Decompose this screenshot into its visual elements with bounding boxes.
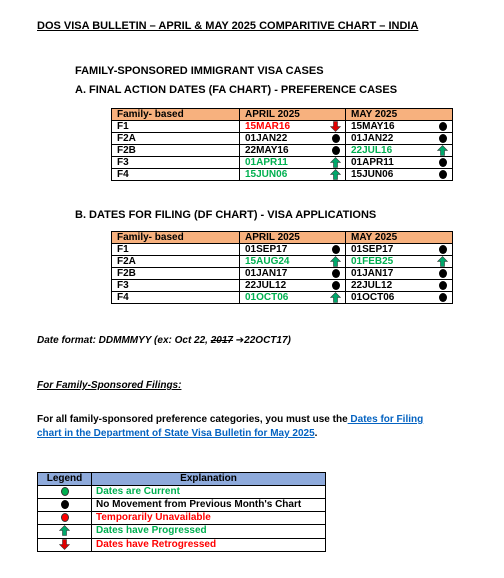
black-dot-icon — [437, 280, 448, 291]
legend-row — [38, 538, 326, 551]
april-date-value: 01JAN22 — [245, 133, 288, 144]
black-dot-icon — [437, 244, 448, 255]
up-arrow-icon — [59, 525, 71, 536]
table-row — [112, 268, 453, 280]
legend-symbol-cell — [38, 486, 92, 499]
header-may-2025: MAY 2025 — [346, 232, 453, 244]
header-april-2025: APRIL 2025 — [240, 232, 346, 244]
legend-symbol-cell — [38, 499, 92, 512]
legend-row — [38, 512, 326, 525]
df-chart-heading: B. DATES FOR FILING (DF CHART) - VISA APPLICATIONS — [75, 209, 377, 221]
april-date-value: 15MAR16 — [245, 121, 291, 132]
date-format-note — [37, 335, 291, 346]
up-arrow-icon — [437, 145, 448, 156]
explanation-header: Explanation — [92, 473, 326, 486]
april-date-value: 22JUL12 — [245, 280, 287, 291]
april-date-value: 22MAY16 — [245, 145, 289, 156]
legend-explanation: Dates have Progressed — [92, 525, 326, 538]
header-family-based: Family- based — [112, 109, 240, 121]
legend-row — [38, 486, 326, 499]
up-arrow-icon — [330, 292, 341, 303]
may-date-cell — [346, 133, 453, 145]
legend-header: Legend — [38, 473, 92, 486]
table-row — [112, 280, 453, 292]
red-dot-icon — [59, 512, 71, 523]
april-date-cell — [240, 280, 346, 292]
april-date-cell — [240, 169, 346, 181]
april-date-cell — [240, 244, 346, 256]
right-arrow-icon: ➔ — [235, 335, 245, 346]
black-dot-icon — [330, 268, 341, 279]
legend-header-row — [38, 473, 326, 486]
april-date-value: 15AUG24 — [245, 256, 290, 267]
category-cell: F2A — [112, 133, 240, 145]
table-row — [112, 157, 453, 169]
black-dot-icon — [59, 499, 71, 510]
category-cell: F1 — [112, 244, 240, 256]
filings-heading: For Family-Sponsored Filings: — [37, 380, 182, 391]
april-date-value: 01OCT06 — [245, 292, 289, 303]
may-date-value: 01APR11 — [351, 157, 394, 168]
legend-explanation: No Movement from Previous Month's Chart — [92, 499, 326, 512]
table-row — [112, 169, 453, 181]
april-date-cell — [240, 268, 346, 280]
section-heading: FAMILY-SPONSORED IMMIGRANT VISA CASES — [75, 65, 324, 77]
may-date-value: 01OCT06 — [351, 292, 395, 303]
filings-paragraph-line1 — [37, 414, 423, 425]
may-date-cell — [346, 292, 453, 304]
header-family-based: Family- based — [112, 232, 240, 244]
legend-symbol-cell — [38, 538, 92, 551]
black-dot-icon — [330, 244, 341, 255]
filings-text: For all family-sponsored preference categories, you must use the — [37, 414, 348, 425]
april-date-value: 01JAN17 — [245, 268, 288, 279]
may-date-value: 22JUL16 — [351, 145, 393, 156]
black-dot-icon — [437, 169, 448, 180]
black-dot-icon — [437, 133, 448, 144]
legend-row — [38, 499, 326, 512]
down-arrow-icon — [330, 121, 341, 132]
table-row — [112, 244, 453, 256]
category-cell: F2B — [112, 145, 240, 157]
dates-for-filing-link[interactable]: Dates for Filing — [347, 414, 424, 425]
legend-explanation: Temporarily Unavailable — [92, 512, 326, 525]
table-row — [112, 256, 453, 268]
may-date-cell — [346, 280, 453, 292]
legend-table — [37, 472, 326, 552]
april-date-value: 15JUN06 — [245, 169, 288, 180]
legend-row — [38, 525, 326, 538]
category-cell: F1 — [112, 121, 240, 133]
filings-period: . — [314, 428, 318, 439]
black-dot-icon — [437, 268, 448, 279]
category-cell: F3 — [112, 280, 240, 292]
may-date-cell — [346, 268, 453, 280]
april-date-cell — [240, 292, 346, 304]
table-row — [112, 133, 453, 145]
date-format-struck-year: 2017 — [210, 335, 233, 346]
may-date-cell — [346, 244, 453, 256]
black-dot-icon — [437, 121, 448, 132]
black-dot-icon — [330, 133, 341, 144]
legend-explanation: Dates have Retrogressed — [92, 538, 326, 551]
category-cell: F4 — [112, 292, 240, 304]
april-date-cell — [240, 121, 346, 133]
may-date-value: 01SEP17 — [351, 244, 394, 255]
header-april-2025: APRIL 2025 — [240, 109, 346, 121]
may-date-value: 22JUL12 — [351, 280, 393, 291]
black-dot-icon — [437, 292, 448, 303]
table-header-row — [112, 109, 453, 121]
legend-symbol-cell — [38, 512, 92, 525]
legend-symbol-cell — [38, 525, 92, 538]
down-arrow-icon — [59, 539, 71, 550]
legend-explanation: Dates are Current — [92, 486, 326, 499]
category-cell: F2A — [112, 256, 240, 268]
black-dot-icon — [330, 145, 341, 156]
may-date-value: 15MAY16 — [351, 121, 395, 132]
fa-chart-heading: A. FINAL ACTION DATES (FA CHART) - PREFERENCE CASES — [75, 84, 398, 96]
header-may-2025: MAY 2025 — [346, 109, 453, 121]
table-row — [112, 145, 453, 157]
green-dot-icon — [59, 486, 71, 497]
dates-for-filing-table — [111, 231, 453, 304]
category-cell: F3 — [112, 157, 240, 169]
may-date-cell — [346, 256, 453, 268]
up-arrow-icon — [330, 256, 341, 267]
black-dot-icon — [437, 157, 448, 168]
date-format-result: 22OCT17) — [244, 335, 291, 346]
april-date-value: 01APR11 — [245, 157, 288, 168]
may-date-value: 01FEB25 — [351, 256, 394, 267]
may-date-value: 15JUN06 — [351, 169, 394, 180]
table-row — [112, 121, 453, 133]
table-header-row — [112, 232, 453, 244]
may-date-cell — [346, 145, 453, 157]
april-date-cell — [240, 133, 346, 145]
may-date-value: 01JAN22 — [351, 133, 394, 144]
document-title: DOS VISA BULLETIN – APRIL & MAY 2025 COMPARITIVE CHART – INDIA — [37, 20, 419, 32]
up-arrow-icon — [330, 157, 341, 168]
final-action-dates-table — [111, 108, 453, 181]
up-arrow-icon — [330, 169, 341, 180]
table-row — [112, 292, 453, 304]
filings-paragraph-line2 — [37, 428, 317, 439]
may-date-value: 01JAN17 — [351, 268, 394, 279]
black-dot-icon — [330, 280, 341, 291]
dates-for-filing-link-cont[interactable]: chart in the Department of State Visa Bulletin for May 2025 — [37, 428, 315, 439]
april-date-cell — [240, 145, 346, 157]
may-date-cell — [346, 157, 453, 169]
up-arrow-icon — [437, 256, 448, 267]
date-format-prefix: Date format: DDMMMYY (ex: Oct 22, — [37, 335, 211, 346]
april-date-cell — [240, 157, 346, 169]
april-date-cell — [240, 256, 346, 268]
april-date-value: 01SEP17 — [245, 244, 288, 255]
may-date-cell — [346, 121, 453, 133]
category-cell: F4 — [112, 169, 240, 181]
category-cell: F2B — [112, 268, 240, 280]
may-date-cell — [346, 169, 453, 181]
